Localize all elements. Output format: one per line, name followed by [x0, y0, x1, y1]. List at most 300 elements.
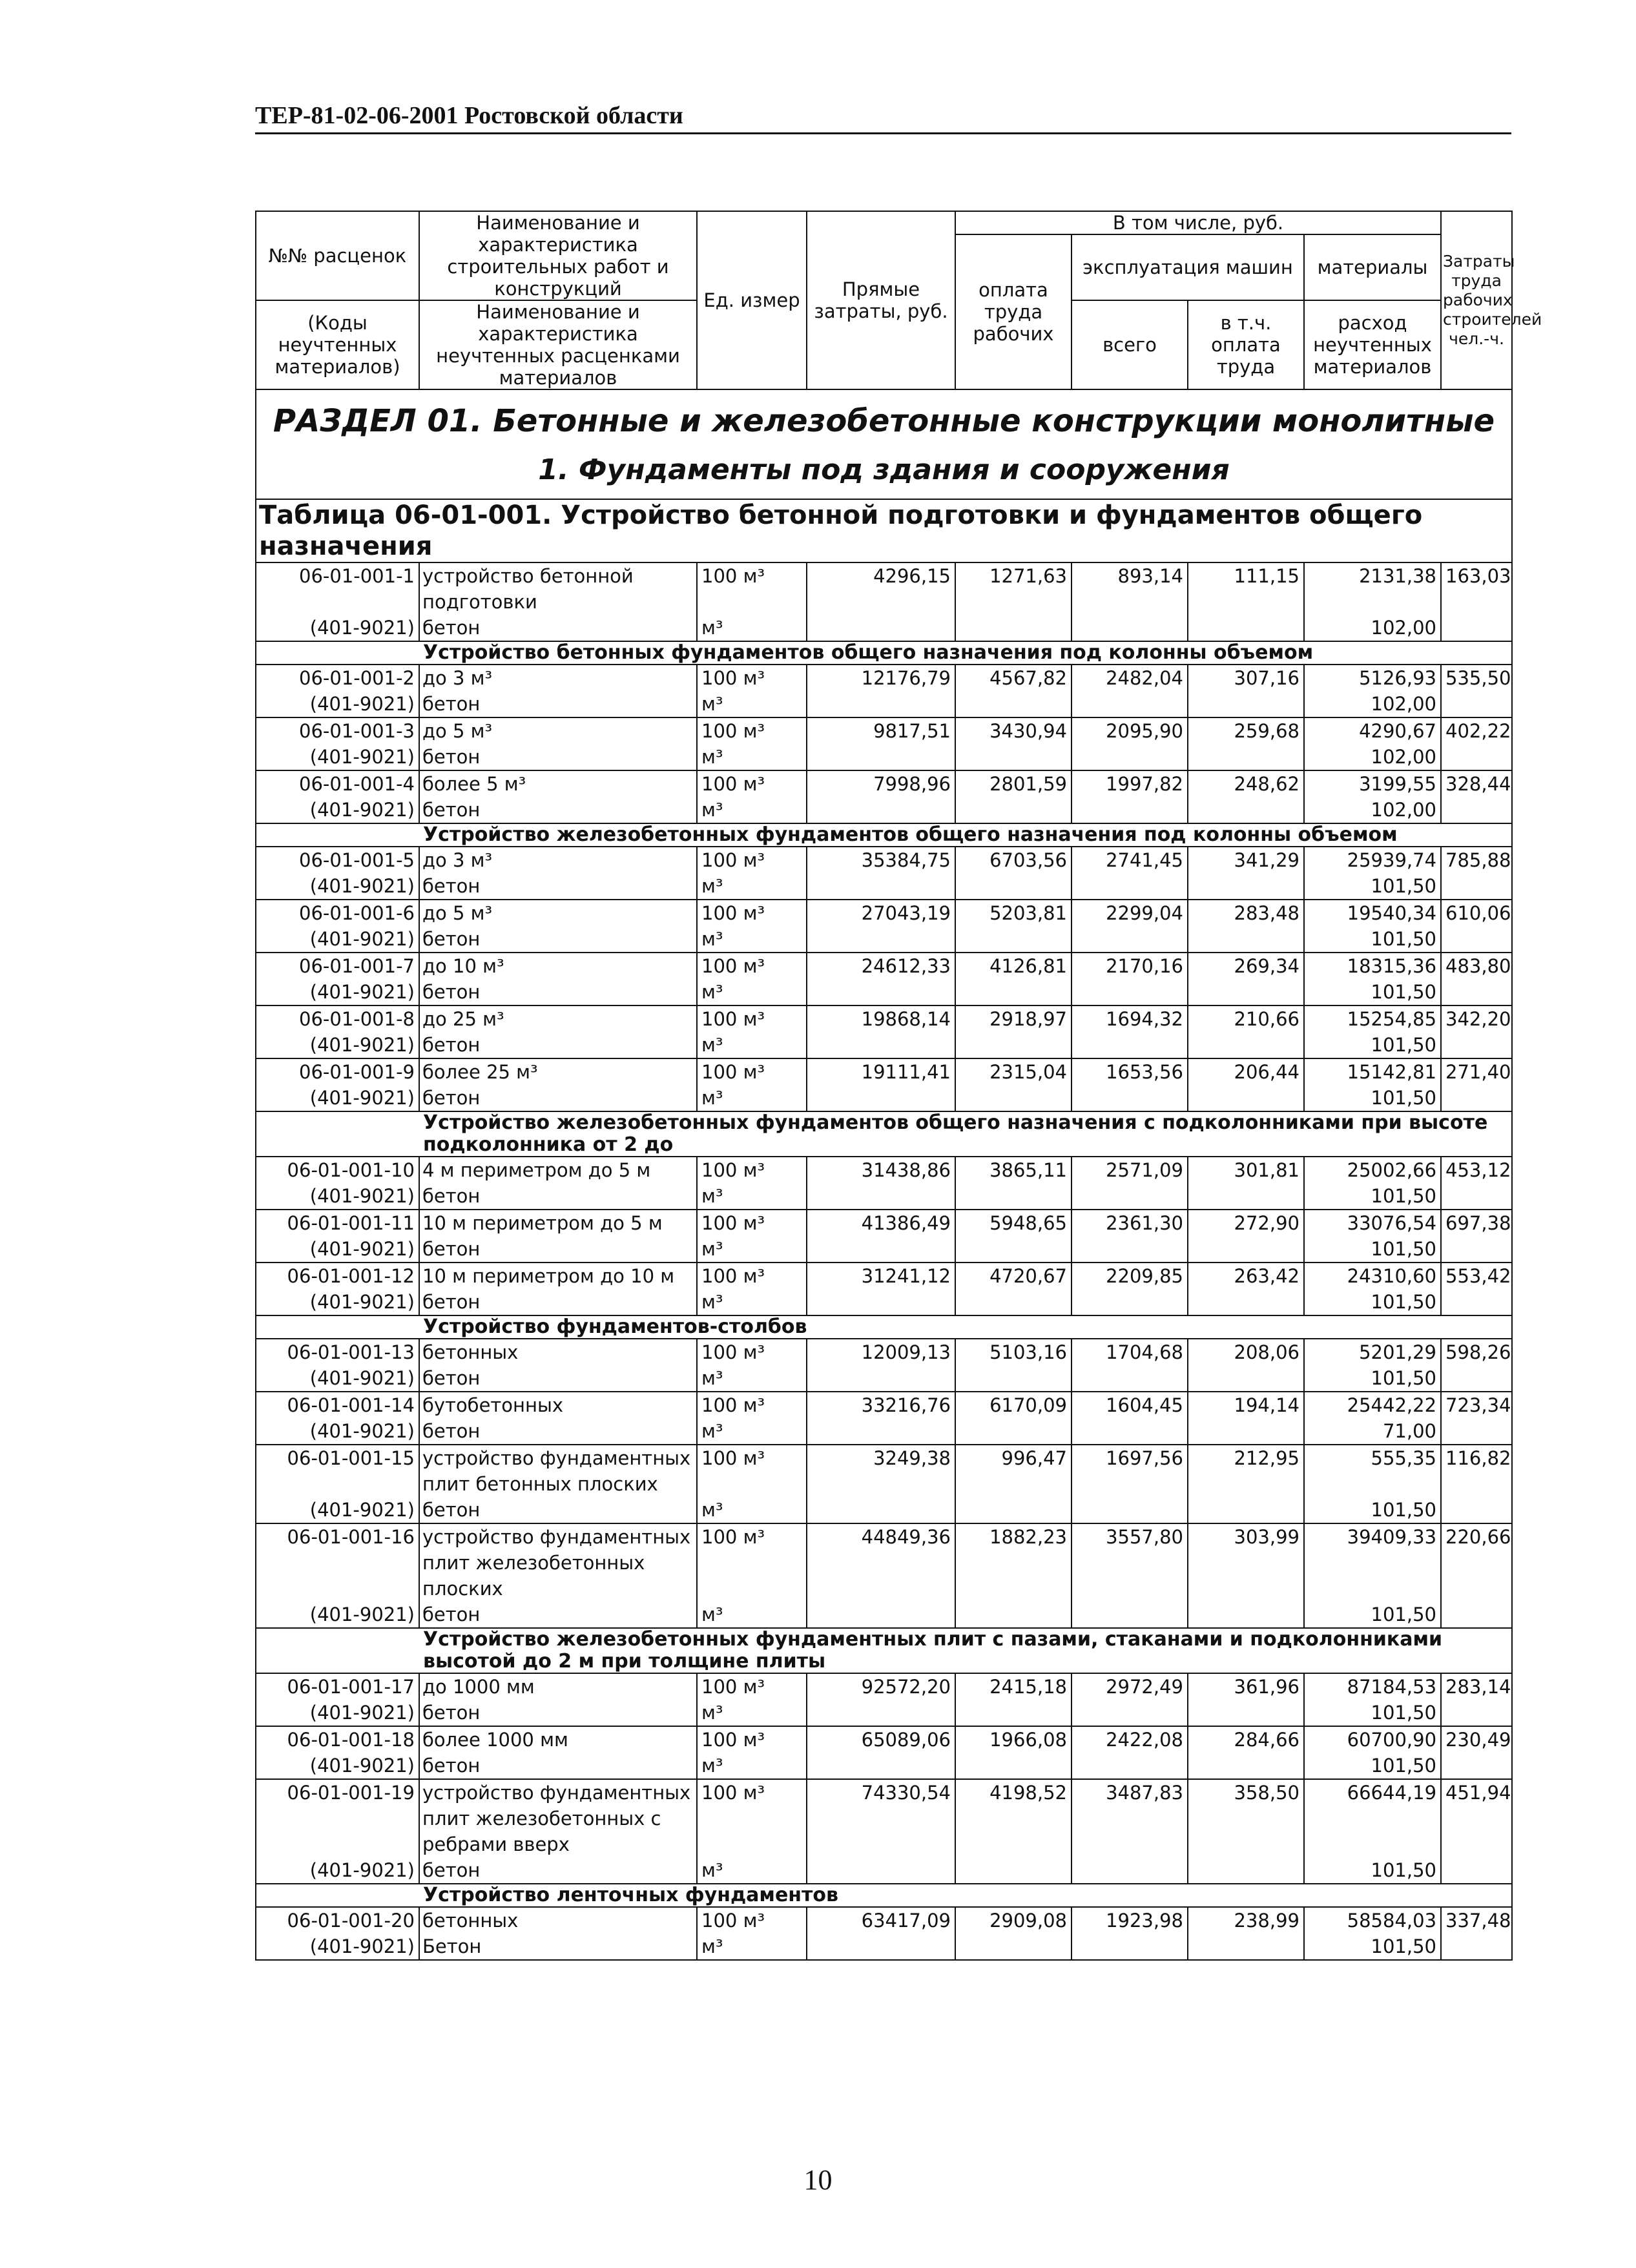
material-name: бетон [419, 1236, 697, 1263]
material-empty [1441, 1032, 1512, 1058]
material-empty [807, 1418, 955, 1445]
material-unit: м³ [697, 1418, 807, 1445]
material-empty [1188, 1857, 1304, 1884]
rate-name: 4 м периметром до 5 м [419, 1157, 697, 1183]
material-qty: 101,50 [1304, 1753, 1441, 1779]
material-name: бетон [419, 691, 697, 717]
rate-labor: 116,82 [1441, 1445, 1512, 1497]
material-unit: м³ [697, 1700, 807, 1726]
material-empty [1441, 1236, 1512, 1263]
rate-materials: 60700,90 [1304, 1726, 1441, 1753]
rate-pay: 2801,59 [955, 770, 1072, 797]
rate-direct: 7998,96 [807, 770, 955, 797]
rate-unit: 100 м³ [697, 1263, 807, 1289]
material-empty [1072, 1365, 1188, 1392]
group-row [256, 1315, 1512, 1339]
rate-machines: 2361,30 [1072, 1210, 1188, 1236]
rate-pay: 3430,94 [955, 717, 1072, 744]
material-qty: 101,50 [1304, 926, 1441, 953]
material-empty [1188, 979, 1304, 1005]
rate-materials: 58584,03 [1304, 1907, 1441, 1933]
material-code: (401-9021) [256, 691, 419, 717]
material-unit: м³ [697, 979, 807, 1005]
material-qty: 102,00 [1304, 797, 1441, 823]
material-name: бетон [419, 1753, 697, 1779]
material-empty [955, 797, 1072, 823]
rate-direct: 92572,20 [807, 1673, 955, 1700]
rate-row [256, 1058, 1512, 1085]
material-code: (401-9021) [256, 1085, 419, 1111]
material-name: бетон [419, 1289, 697, 1315]
material-name: бетон [419, 744, 697, 770]
material-empty [807, 1602, 955, 1628]
material-unit: м³ [697, 1602, 807, 1628]
material-name: бетон [419, 1602, 697, 1628]
material-empty [807, 615, 955, 641]
rate-unit: 100 м³ [697, 1779, 807, 1857]
rate-pay: 4126,81 [955, 953, 1072, 979]
rate-code: 06-01-001-15 [256, 1445, 419, 1497]
rate-machines-pay: 341,29 [1188, 847, 1304, 873]
rate-machines-pay: 212,95 [1188, 1445, 1304, 1497]
material-row [256, 1289, 1512, 1315]
material-row [256, 1497, 1512, 1523]
rate-materials: 2131,38 [1304, 562, 1441, 615]
rate-direct: 44849,36 [807, 1523, 955, 1602]
material-empty [807, 797, 955, 823]
rate-labor: 342,20 [1441, 1005, 1512, 1032]
group-row [256, 1628, 1512, 1673]
material-empty [955, 1183, 1072, 1210]
rate-row [256, 1907, 1512, 1933]
rate-pay: 5203,81 [955, 900, 1072, 926]
material-qty: 101,50 [1304, 1933, 1441, 1960]
rate-machines: 2741,45 [1072, 847, 1188, 873]
material-empty [1072, 615, 1188, 641]
rate-code: 06-01-001-11 [256, 1210, 419, 1236]
rate-name: до 25 м³ [419, 1005, 697, 1032]
rate-direct: 63417,09 [807, 1907, 955, 1933]
material-name: бетон [419, 1418, 697, 1445]
rate-row [256, 1523, 1512, 1602]
material-code: (401-9021) [256, 873, 419, 900]
col-code-sub-header: (Коды неучтенных материалов) [256, 300, 419, 389]
material-empty [1188, 797, 1304, 823]
rate-labor: 451,94 [1441, 1779, 1512, 1857]
rate-materials: 555,35 [1304, 1445, 1441, 1497]
material-empty [1441, 797, 1512, 823]
material-unit: м³ [697, 1085, 807, 1111]
rate-direct: 31241,12 [807, 1263, 955, 1289]
rate-unit: 100 м³ [697, 900, 807, 926]
rate-pay: 1271,63 [955, 562, 1072, 615]
material-name: бетон [419, 926, 697, 953]
material-empty [1072, 873, 1188, 900]
material-row [256, 797, 1512, 823]
rate-machines-pay: 208,06 [1188, 1339, 1304, 1365]
rate-labor: 337,48 [1441, 1907, 1512, 1933]
rate-name: более 1000 мм [419, 1726, 697, 1753]
material-qty: 101,50 [1304, 1365, 1441, 1392]
rate-labor: 453,12 [1441, 1157, 1512, 1183]
material-row [256, 1032, 1512, 1058]
material-name: бетон [419, 873, 697, 900]
col-machines-pay-header: в т.ч. оплата труда [1188, 300, 1304, 389]
material-code: (401-9021) [256, 1857, 419, 1884]
rate-name: устройство фундаментных плит бетонных плоских [419, 1445, 697, 1497]
rate-name: бутобетонных [419, 1392, 697, 1418]
rate-unit: 100 м³ [697, 847, 807, 873]
rate-labor: 483,80 [1441, 953, 1512, 979]
rate-code: 06-01-001-18 [256, 1726, 419, 1753]
material-empty [807, 1497, 955, 1523]
material-code: (401-9021) [256, 1236, 419, 1263]
group-title: Устройство бетонных фундаментов общего назначения под колонны объемом [256, 641, 1512, 665]
material-empty [807, 1236, 955, 1263]
rate-unit: 100 м³ [697, 562, 807, 615]
rate-unit: 100 м³ [697, 1157, 807, 1183]
material-empty [955, 1236, 1072, 1263]
rate-name: устройство фундаментных плит железобетонных плоских [419, 1523, 697, 1602]
material-name: бетон [419, 1032, 697, 1058]
rate-direct: 19868,14 [807, 1005, 955, 1032]
material-row [256, 1183, 1512, 1210]
rate-machines: 1697,56 [1072, 1445, 1188, 1497]
material-code: (401-9021) [256, 979, 419, 1005]
rate-machines: 1704,68 [1072, 1339, 1188, 1365]
material-unit: м³ [697, 615, 807, 641]
material-unit: м³ [697, 1933, 807, 1960]
rate-machines-pay: 301,81 [1188, 1157, 1304, 1183]
rate-direct: 27043,19 [807, 900, 955, 926]
rate-unit: 100 м³ [697, 1210, 807, 1236]
rate-code: 06-01-001-19 [256, 1779, 419, 1857]
rate-machines-pay: 307,16 [1188, 665, 1304, 691]
material-unit: м³ [697, 873, 807, 900]
rate-code: 06-01-001-16 [256, 1523, 419, 1602]
rate-name: до 3 м³ [419, 847, 697, 873]
material-qty: 101,50 [1304, 1857, 1441, 1884]
rate-code: 06-01-001-2 [256, 665, 419, 691]
material-unit: м³ [697, 1753, 807, 1779]
rate-machines-pay: 248,62 [1188, 770, 1304, 797]
table-title: Таблица 06-01-001. Устройство бетонной подготовки и фундаментов общего назначения [256, 499, 1512, 562]
rate-machines: 893,14 [1072, 562, 1188, 615]
material-row [256, 1700, 1512, 1726]
rate-code: 06-01-001-12 [256, 1263, 419, 1289]
rate-direct: 9817,51 [807, 717, 955, 744]
material-empty [807, 1857, 955, 1884]
rate-row [256, 1157, 1512, 1183]
rate-pay: 1966,08 [955, 1726, 1072, 1753]
rate-row [256, 1210, 1512, 1236]
rate-materials: 33076,54 [1304, 1210, 1441, 1236]
material-empty [1188, 1700, 1304, 1726]
rate-machines-pay: 263,42 [1188, 1263, 1304, 1289]
material-name: Бетон [419, 1933, 697, 1960]
rate-unit: 100 м³ [697, 770, 807, 797]
rate-materials: 18315,36 [1304, 953, 1441, 979]
rate-row [256, 1005, 1512, 1032]
rate-code: 06-01-001-13 [256, 1339, 419, 1365]
rate-labor: 785,88 [1441, 847, 1512, 873]
rate-materials: 25939,74 [1304, 847, 1441, 873]
rate-row [256, 717, 1512, 744]
rate-direct: 12009,13 [807, 1339, 955, 1365]
material-empty [1072, 691, 1188, 717]
rate-machines: 2972,49 [1072, 1673, 1188, 1700]
rate-name: бетонных [419, 1339, 697, 1365]
material-unit: м³ [697, 1183, 807, 1210]
material-unit: м³ [697, 926, 807, 953]
rate-name: устройство бетонной подготовки [419, 562, 697, 615]
rate-code: 06-01-001-8 [256, 1005, 419, 1032]
material-name: бетон [419, 797, 697, 823]
rate-row [256, 1445, 1512, 1497]
rate-machines: 2095,90 [1072, 717, 1188, 744]
rate-unit: 100 м³ [697, 1907, 807, 1933]
material-empty [807, 1753, 955, 1779]
rate-materials: 15142,81 [1304, 1058, 1441, 1085]
rate-materials: 4290,67 [1304, 717, 1441, 744]
rates-table [255, 211, 1542, 1961]
rate-machines-pay: 111,15 [1188, 562, 1304, 615]
material-unit: м³ [697, 1365, 807, 1392]
material-empty [807, 1365, 955, 1392]
rate-direct: 4296,15 [807, 562, 955, 615]
material-code: (401-9021) [256, 1700, 419, 1726]
page-number: 10 [803, 2164, 833, 2196]
material-empty [1441, 1933, 1512, 1960]
rate-direct: 41386,49 [807, 1210, 955, 1236]
rate-unit: 100 м³ [697, 1339, 807, 1365]
rate-code: 06-01-001-6 [256, 900, 419, 926]
rate-materials: 25002,66 [1304, 1157, 1441, 1183]
material-qty: 101,50 [1304, 1289, 1441, 1315]
page-header: ТЕР-81-02-06-2001 Ростовской области [255, 101, 1511, 134]
rate-pay: 2909,08 [955, 1907, 1072, 1933]
material-empty [955, 1497, 1072, 1523]
rate-row [256, 847, 1512, 873]
material-empty [807, 1700, 955, 1726]
rate-machines: 1694,32 [1072, 1005, 1188, 1032]
material-empty [1072, 1753, 1188, 1779]
material-qty: 101,50 [1304, 1183, 1441, 1210]
material-empty [1072, 1857, 1188, 1884]
material-row [256, 1602, 1512, 1628]
material-qty: 101,50 [1304, 979, 1441, 1005]
material-code: (401-9021) [256, 1602, 419, 1628]
rate-materials: 5126,93 [1304, 665, 1441, 691]
material-qty: 101,50 [1304, 873, 1441, 900]
rate-materials: 15254,85 [1304, 1005, 1441, 1032]
rate-row [256, 665, 1512, 691]
rate-machines: 2482,04 [1072, 665, 1188, 691]
material-empty [955, 1365, 1072, 1392]
material-empty [1072, 797, 1188, 823]
material-empty [955, 691, 1072, 717]
rate-code: 06-01-001-20 [256, 1907, 419, 1933]
material-row [256, 873, 1512, 900]
material-code: (401-9021) [256, 615, 419, 641]
material-unit: м³ [697, 1497, 807, 1523]
rate-materials: 25442,22 [1304, 1392, 1441, 1418]
rate-machines: 1604,45 [1072, 1392, 1188, 1418]
material-unit: м³ [697, 1236, 807, 1263]
material-empty [955, 1753, 1072, 1779]
material-qty: 101,50 [1304, 1497, 1441, 1523]
rate-pay: 6170,09 [955, 1392, 1072, 1418]
rate-name: устройство фундаментных плит железобетонных с ребрами вверх [419, 1779, 697, 1857]
rate-name: 10 м периметром до 5 м [419, 1210, 697, 1236]
rate-labor: 220,66 [1441, 1523, 1512, 1602]
material-row [256, 1933, 1512, 1960]
material-empty [1441, 744, 1512, 770]
rate-direct: 19111,41 [807, 1058, 955, 1085]
rates-table-wrap [255, 211, 1542, 1961]
material-name: бетон [419, 1857, 697, 1884]
rate-direct: 24612,33 [807, 953, 955, 979]
material-empty [1188, 926, 1304, 953]
material-empty [1441, 615, 1512, 641]
material-empty [807, 926, 955, 953]
material-code: (401-9021) [256, 1289, 419, 1315]
material-empty [955, 615, 1072, 641]
rate-labor: 271,40 [1441, 1058, 1512, 1085]
col-code-header: №№ расценок [256, 211, 419, 300]
material-empty [1072, 1032, 1188, 1058]
col-name-header: Наименование и характеристика строительных работ и конструкций [419, 211, 697, 300]
section-title: РАЗДЕЛ 01. Бетонные и железобетонные конструкции монолитные [256, 389, 1512, 446]
material-row [256, 926, 1512, 953]
rate-machines-pay: 283,48 [1188, 900, 1304, 926]
material-empty [955, 1933, 1072, 1960]
material-code: (401-9021) [256, 1032, 419, 1058]
col-incl-header: В том числе, руб. [955, 211, 1441, 234]
rate-unit: 100 м³ [697, 953, 807, 979]
rate-labor: 328,44 [1441, 770, 1512, 797]
material-empty [1441, 1418, 1512, 1445]
col-direct-header: Прямые затраты, руб. [807, 211, 955, 389]
material-empty [1188, 1289, 1304, 1315]
rate-labor: 723,34 [1441, 1392, 1512, 1418]
material-empty [1072, 979, 1188, 1005]
material-name: бетон [419, 615, 697, 641]
rate-pay: 4198,52 [955, 1779, 1072, 1857]
material-empty [1441, 1700, 1512, 1726]
rate-machines: 3487,83 [1072, 1779, 1188, 1857]
material-code: (401-9021) [256, 926, 419, 953]
material-empty [1188, 1032, 1304, 1058]
material-empty [807, 1032, 955, 1058]
rate-labor: 553,42 [1441, 1263, 1512, 1289]
rate-machines-pay: 194,14 [1188, 1392, 1304, 1418]
material-name: бетон [419, 1085, 697, 1111]
rate-code: 06-01-001-10 [256, 1157, 419, 1183]
material-row [256, 1753, 1512, 1779]
material-empty [1188, 615, 1304, 641]
rate-pay: 996,47 [955, 1445, 1072, 1497]
rate-pay: 3865,11 [955, 1157, 1072, 1183]
material-empty [1188, 1365, 1304, 1392]
rate-unit: 100 м³ [697, 1445, 807, 1497]
rate-machines: 2571,09 [1072, 1157, 1188, 1183]
rate-pay: 6703,56 [955, 847, 1072, 873]
rate-code: 06-01-001-14 [256, 1392, 419, 1418]
rate-machines-pay: 361,96 [1188, 1673, 1304, 1700]
rate-labor: 535,50 [1441, 665, 1512, 691]
material-name: бетон [419, 1365, 697, 1392]
col-unit-header: Ед. измер [697, 211, 807, 389]
rate-pay: 5948,65 [955, 1210, 1072, 1236]
rate-materials: 3199,55 [1304, 770, 1441, 797]
material-row [256, 615, 1512, 641]
group-title: Устройство железобетонных фундаментов общего назначения с подколонниками при высоте подколонника от 2 до [256, 1111, 1512, 1157]
material-empty [955, 744, 1072, 770]
rate-machines-pay: 206,44 [1188, 1058, 1304, 1085]
material-unit: м³ [697, 1032, 807, 1058]
material-qty: 101,50 [1304, 1236, 1441, 1263]
material-qty: 102,00 [1304, 744, 1441, 770]
col-machines-header: эксплуатация машин [1072, 234, 1304, 300]
material-empty [1188, 1183, 1304, 1210]
rate-row [256, 1779, 1512, 1857]
material-empty [955, 979, 1072, 1005]
rate-direct: 31438,86 [807, 1157, 955, 1183]
rate-row [256, 562, 1512, 615]
rate-code: 06-01-001-17 [256, 1673, 419, 1700]
material-empty [1441, 1602, 1512, 1628]
col-materials-header: материалы [1304, 234, 1441, 300]
material-row [256, 1418, 1512, 1445]
material-empty [1188, 1753, 1304, 1779]
rate-machines: 1653,56 [1072, 1058, 1188, 1085]
rate-pay: 5103,16 [955, 1339, 1072, 1365]
material-row [256, 979, 1512, 1005]
rate-labor: 163,03 [1441, 562, 1512, 615]
rate-machines-pay: 259,68 [1188, 717, 1304, 744]
material-name: бетон [419, 1183, 697, 1210]
material-unit: м³ [697, 1857, 807, 1884]
rate-code: 06-01-001-9 [256, 1058, 419, 1085]
rate-name: до 1000 мм [419, 1673, 697, 1700]
rate-labor: 402,22 [1441, 717, 1512, 744]
material-name: бетон [419, 979, 697, 1005]
group-row [256, 641, 1512, 665]
rate-machines: 2170,16 [1072, 953, 1188, 979]
rate-unit: 100 м³ [697, 717, 807, 744]
material-empty [1441, 1289, 1512, 1315]
material-empty [955, 926, 1072, 953]
col-pay-header: оплата труда рабочих [955, 234, 1072, 389]
rate-direct: 74330,54 [807, 1779, 955, 1857]
material-empty [955, 873, 1072, 900]
material-empty [1188, 1418, 1304, 1445]
material-row [256, 744, 1512, 770]
rate-name: 10 м периметром до 10 м [419, 1263, 697, 1289]
material-empty [1188, 691, 1304, 717]
material-empty [807, 1933, 955, 1960]
material-empty [807, 979, 955, 1005]
rate-row [256, 770, 1512, 797]
material-qty: 101,50 [1304, 1700, 1441, 1726]
rate-pay: 4720,67 [955, 1263, 1072, 1289]
material-row [256, 1236, 1512, 1263]
material-empty [807, 1289, 955, 1315]
material-empty [955, 1857, 1072, 1884]
rate-row [256, 1673, 1512, 1700]
material-unit: м³ [697, 744, 807, 770]
